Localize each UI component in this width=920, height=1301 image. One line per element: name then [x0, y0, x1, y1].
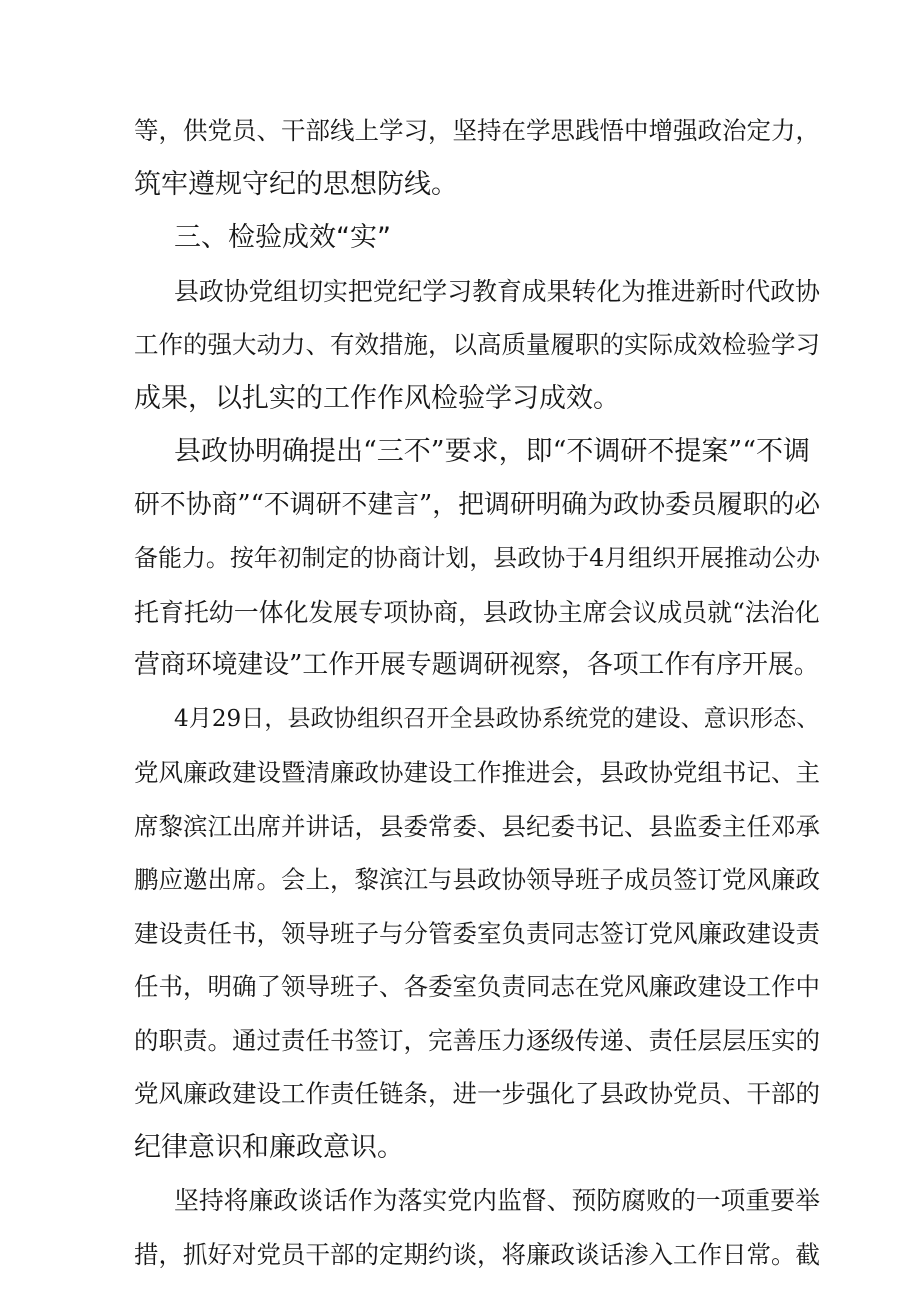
text-line: 等，供党员、干部线上学习，坚持在学思践悟中增强政治定力， [134, 116, 820, 145]
text-line: 备能力。按年初制定的协商计划，县政协于4月组织开展推动公办 [134, 544, 820, 572]
text-line: 县政协党组切实把党纪学习教育成果转化为推进新时代政协 [174, 276, 820, 306]
text-line: 研不协商”“不调研不建言”，把调研明确为政协委员履职的必 [134, 489, 821, 520]
text-line: 席黎滨江出席并讲话，县委常委、县纪委书记、县监委主任邓承 [134, 811, 820, 841]
text-line: 托育托幼一体化发展专项协商，县政协主席会议成员就“法治化 [134, 597, 820, 627]
text-line: 坚持将廉政谈话作为落实党内监督、预防腐败的一项重要举 [174, 1186, 820, 1215]
body-text [134, 104, 821, 1281]
text-line: 4月29日，县政协组织召开全县政协系统党的建设、意识形态、 [174, 705, 820, 732]
text-line: 措，抓好对党员干部的定期约谈，将廉政谈话渗入工作日常。截 [134, 1239, 820, 1269]
text-line: 的职责。通过责任书签订，完善压力逐级传递、责任层层压实的 [134, 1025, 820, 1055]
text-line: 成果，以扎实的工作作风检验学习成效。 [134, 382, 620, 414]
text-line: 县政协明确提出“三不”要求，即“不调研不提案”“不调 [174, 436, 811, 467]
text-line: 党风廉政建设暨清廉政协建设工作推进会，县政协党组书记、主 [134, 758, 820, 787]
section-heading: 三、检验成效“实” [174, 222, 391, 253]
text-line: 党风廉政建设工作责任链条，进一步强化了县政协党员、干部的 [134, 1079, 820, 1108]
text-line: 纪律意识和廉政意识。 [134, 1131, 404, 1163]
text-line: 鹏应邀出席。会上，黎滨江与县政协领导班子成员签订党风廉政 [134, 865, 820, 894]
text-line: 建设责任书，领导班子与分管委室负责同志签订党风廉政建设责 [134, 918, 820, 948]
text-line: 筑牢遵规守纪的思想防线。 [134, 168, 458, 200]
text-line: 工作的强大动力、有效措施，以高质量履职的实际成效检验学习 [134, 330, 820, 359]
text-line: 营商环境建设”工作开展专题调研视察，各项工作有序开展。 [134, 650, 820, 680]
text-line: 任书，明确了领导班子、各委室负责同志在党风廉政建设工作中 [134, 972, 820, 1001]
